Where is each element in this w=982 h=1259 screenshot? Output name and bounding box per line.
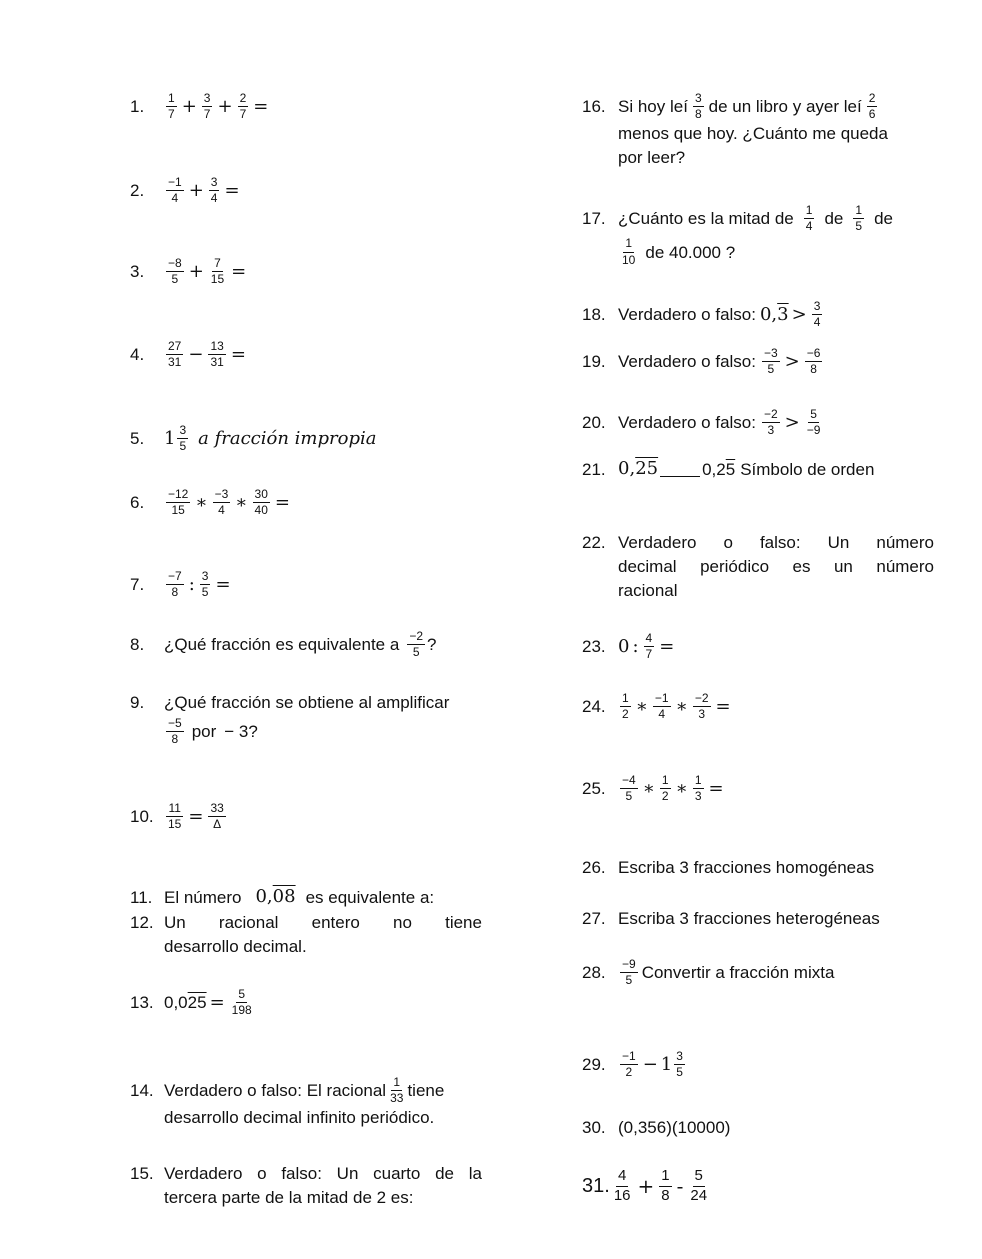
question-2: 2. $\frac{-1}{4}$ + $\frac{3}{4}$ = — [130, 175, 240, 206]
question-number: 12. — [130, 913, 154, 932]
fraction: $\frac{-4}{5}$ — [622, 773, 636, 804]
fraction: $\frac{1}{10}$ — [622, 236, 636, 267]
fraction: $\frac{27}{31}$ — [168, 339, 182, 370]
question-number: 4. — [130, 345, 145, 365]
question-number: 11. — [130, 887, 153, 907]
fraction: $\frac{5}{198}$ — [231, 987, 252, 1018]
question-number: 18. — [582, 305, 606, 325]
fraction: $\frac{-9}{5}$ — [622, 957, 636, 988]
fraction: $\frac{1}{5}$ — [855, 203, 863, 234]
fraction: $\frac{-3}{4}$ — [214, 487, 229, 518]
question-number: 20. — [582, 413, 606, 433]
fraction: $\frac{3}{8}$ — [694, 91, 702, 122]
question-29: 29. $\frac{-1}{2}$ − 1 $\frac{3}{5}$ — [582, 1049, 683, 1080]
fraction: $\frac{1}{4}$ — [805, 203, 813, 234]
fraction: $\frac{5}{24}$ — [690, 1167, 708, 1204]
fraction: $\frac{11}{15}$ — [168, 801, 182, 832]
question-number: 27. — [582, 909, 606, 928]
fraction: $\frac{1}{7}$ — [168, 91, 175, 122]
fraction: $\frac{-1}{4}$ — [168, 175, 182, 206]
question-number: 21. — [582, 459, 606, 479]
fraction: $\frac{-5}{8}$ — [168, 716, 182, 747]
question-number: 28. — [582, 963, 606, 983]
question-number: 29. — [582, 1055, 606, 1075]
fraction: $\frac{1}{8}$ — [661, 1167, 670, 1204]
question-number: 23. — [582, 637, 606, 657]
question-number: 2. — [130, 181, 145, 201]
question-number: 1. — [130, 97, 145, 117]
question-6: 6. $\frac{-12}{15}$ ∗ $\frac{-3}{4}$ ∗ $\frac{30}{40}$ = — [130, 487, 290, 518]
question-number: 3. — [130, 262, 145, 282]
question-21: 21. 0,25 0,25 Símbolo de orden — [582, 458, 875, 479]
fraction: $\frac{-1}{4}$ — [654, 691, 669, 722]
fraction: $\frac{-8}{5}$ — [168, 256, 182, 287]
question-1: 1. $\frac{1}{7}$ + $\frac{3}{7}$ + $\frac{2}{7}$ = — [130, 91, 269, 122]
question-26: 26. Escriba 3 fracciones homogéneas — [582, 858, 875, 877]
question-5: 5. 1 $\frac{3}{5}$ a fracción impropia — [130, 423, 377, 454]
question-7: 7. $\frac{-7}{8}$ : $\frac{3}{5}$ = — [130, 569, 231, 600]
question-number: 7. — [130, 575, 145, 595]
question-number: 19. — [582, 352, 606, 372]
fraction: $\frac{3}{5}$ — [676, 1049, 683, 1080]
fraction: $\frac{-12}{15}$ — [168, 487, 189, 518]
fraction: $\frac{5}{-9}$ — [806, 407, 821, 438]
question-number: 9. — [130, 693, 145, 712]
question-18: 18. Verdadero o falso: 0,3 > $\frac{3}{4}$ — [582, 299, 821, 330]
fraction: $\frac{1}{2}$ — [622, 691, 629, 722]
question-11: 11. El número 0,08 es equivalente a: — [130, 886, 435, 907]
fraction: $\frac{1}{33}$ — [390, 1075, 404, 1106]
question-number: 31. — [582, 1175, 610, 1197]
fraction: $\frac{-2}{3}$ — [694, 691, 709, 722]
question-8: 8. ¿Qué fracción es equivalente a $\frac{-2}{5}$ ? — [130, 629, 437, 660]
fraction: $\frac{-1}{2}$ — [622, 1049, 636, 1080]
question-15: 15. Verdadero o falso: Un cuarto de la tercera parte de la mitad de 2 es: — [130, 1164, 482, 1207]
question-number: 13. — [130, 993, 154, 1013]
question-14: 14. Verdadero o falso: El racional $\frac{1}{33}$ tiene desarrollo decimal infinito periódico. — [130, 1075, 445, 1128]
question-number: 6. — [130, 493, 145, 513]
fraction: $\frac{-6}{8}$ — [806, 346, 821, 377]
question-number: 22. — [582, 533, 606, 552]
question-10: 10. $\frac{11}{15}$ = $\frac{33}{\Delta}$ — [130, 801, 224, 832]
question-16: 16. Si hoy leí $\frac{3}{8}$ de un libro y ayer leí $\frac{2}{6}$ menos que hoy. ¿Cuánto me queda por leer? — [582, 91, 888, 168]
fraction: $\frac{2}{6}$ — [868, 91, 876, 122]
fraction: $\frac{33}{\Delta}$ — [210, 801, 224, 832]
fraction: $\frac{3}{4}$ — [813, 299, 821, 330]
question-3: 3. $\frac{-8}{5}$ + $\frac{7}{15}$ = — [130, 256, 247, 287]
fraction: $\frac{30}{40}$ — [254, 487, 268, 518]
question-number: 26. — [582, 858, 606, 877]
answer-blank — [660, 462, 700, 477]
question-number: 14. — [130, 1081, 154, 1101]
fraction: $\frac{-7}{8}$ — [168, 569, 182, 600]
question-27: 27. Escriba 3 fracciones heterogéneas — [582, 909, 880, 928]
question-number: 8. — [130, 635, 145, 655]
question-19: 19. Verdadero o falso: $\frac{-3}{5}$ > $\frac{-6}{8}$ — [582, 346, 821, 377]
fraction: $\frac{2}{7}$ — [239, 91, 247, 122]
question-9: 9. ¿Qué fracción se obtiene al amplificar $\frac{-5}{8}$ por − 3? — [130, 693, 450, 747]
question-number: 25. — [582, 779, 606, 799]
question-23: 23. 0 : $\frac{4}{7}$ = — [582, 631, 675, 662]
question-number: 17. — [582, 209, 606, 229]
fraction: $\frac{-3}{5}$ — [763, 346, 778, 377]
question-17: 17. ¿Cuánto es la mitad de $\frac{1}{4}$ de $\frac{1}{5}$ de $\frac{1}{10}$ de 40.000 ? — [582, 203, 893, 267]
fraction: $\frac{4}{16}$ — [613, 1167, 631, 1204]
fraction: $\frac{4}{7}$ — [645, 631, 653, 662]
question-25: 25. $\frac{-4}{5}$ ∗ $\frac{1}{2}$ ∗ $\frac{1}{3}$ = — [582, 773, 724, 804]
fraction: $\frac{3}{5}$ — [179, 423, 187, 454]
question-30: 30. (0,356)(10000) — [582, 1118, 731, 1137]
question-number: 10. — [130, 807, 154, 827]
question-4: 4. $\frac{27}{31}$ − $\frac{13}{31}$ = — [130, 339, 246, 370]
fraction: $\frac{3}{4}$ — [210, 175, 218, 206]
fraction: $\frac{13}{31}$ — [210, 339, 224, 370]
fraction: $\frac{7}{15}$ — [210, 256, 225, 287]
fraction: $\frac{3}{5}$ — [201, 569, 209, 600]
question-24: 24. $\frac{1}{2}$ ∗ $\frac{-1}{4}$ ∗ $\frac{-2}{3}$ = — [582, 691, 731, 722]
fraction: $\frac{-2}{3}$ — [763, 407, 778, 438]
question-number: 5. — [130, 429, 145, 449]
question-number: 16. — [582, 97, 606, 117]
question-number: 15. — [130, 1164, 154, 1183]
question-number: 24. — [582, 697, 606, 717]
question-number: 30. — [582, 1118, 606, 1137]
question-28: 28. $\frac{-9}{5}$ Convertir a fracción mixta — [582, 957, 835, 988]
fraction: $\frac{-2}{5}$ — [409, 629, 423, 660]
question-22: 22. Verdadero o falso: Un número decimal periódico es un número racional — [582, 533, 934, 600]
question-13: 13. 0,025 = $\frac{5}{198}$ — [130, 987, 252, 1018]
question-31: 31. $\frac{4}{16}$ + $\frac{1}{8}$ - $\frac{5}{24}$ — [582, 1167, 708, 1204]
fraction: $\frac{1}{3}$ — [694, 773, 702, 804]
question-20: 20. Verdadero o falso: $\frac{-2}{3}$ > $\frac{5}{-9}$ — [582, 407, 821, 438]
fraction: $\frac{3}{7}$ — [203, 91, 211, 122]
question-12: 12. Un racional entero no tiene desarrollo decimal. — [130, 913, 482, 956]
fraction: $\frac{1}{2}$ — [661, 773, 669, 804]
